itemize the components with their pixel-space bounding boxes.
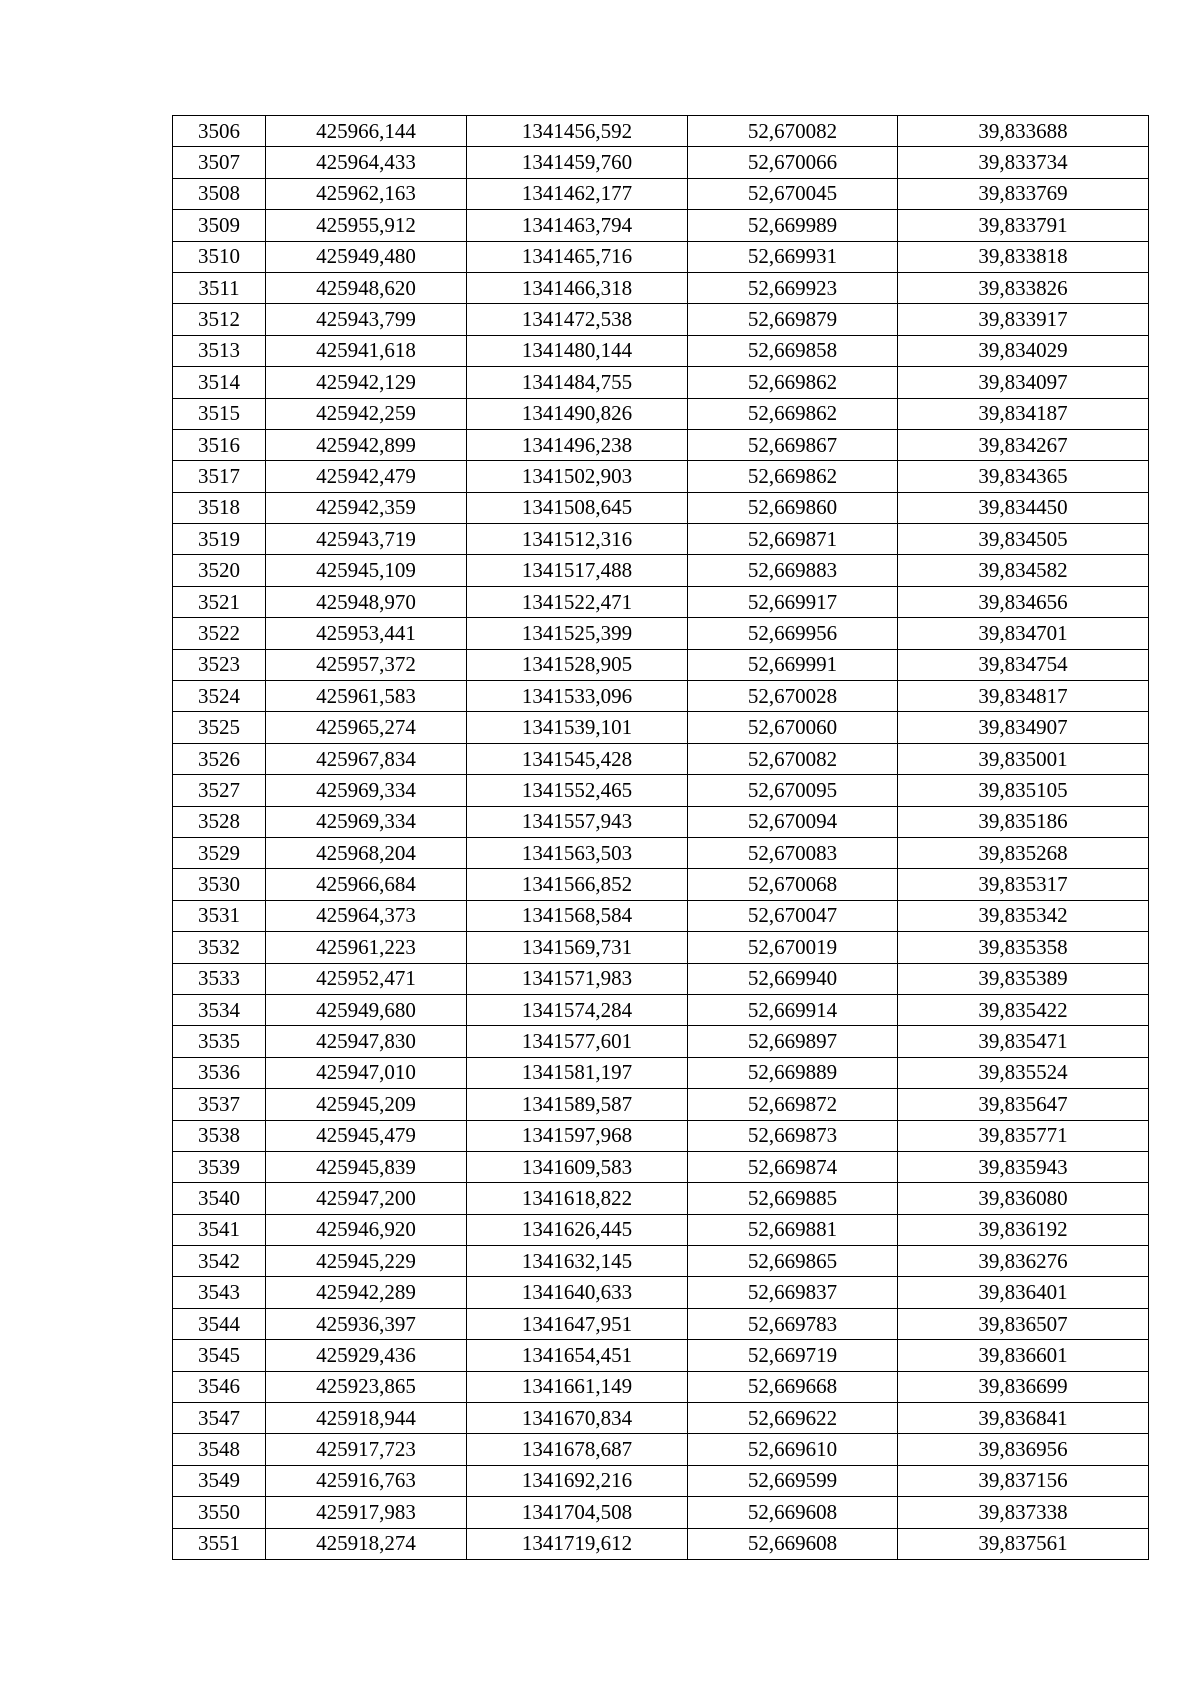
x-coordinate-cell: 425916,763 — [266, 1465, 467, 1496]
latitude-cell: 52,669879 — [688, 304, 898, 335]
point-number-cell: 3536 — [173, 1057, 266, 1088]
longitude-cell: 39,835268 — [898, 837, 1149, 868]
longitude-cell: 39,835943 — [898, 1151, 1149, 1182]
x-coordinate-cell: 425945,229 — [266, 1246, 467, 1277]
latitude-cell: 52,670047 — [688, 900, 898, 931]
x-coordinate-cell: 425961,583 — [266, 681, 467, 712]
longitude-cell: 39,833734 — [898, 147, 1149, 178]
longitude-cell: 39,833917 — [898, 304, 1149, 335]
x-coordinate-cell: 425952,471 — [266, 963, 467, 994]
point-number-cell: 3517 — [173, 461, 266, 492]
longitude-cell: 39,836841 — [898, 1403, 1149, 1434]
x-coordinate-cell: 425918,274 — [266, 1528, 467, 1559]
latitude-cell: 52,669931 — [688, 241, 898, 272]
latitude-cell: 52,669940 — [688, 963, 898, 994]
x-coordinate-cell: 425964,373 — [266, 900, 467, 931]
latitude-cell: 52,669837 — [688, 1277, 898, 1308]
point-number-cell: 3512 — [173, 304, 266, 335]
latitude-cell: 52,669865 — [688, 1246, 898, 1277]
latitude-cell: 52,669668 — [688, 1371, 898, 1402]
table-row — [173, 524, 1149, 555]
longitude-cell: 39,834267 — [898, 429, 1149, 460]
longitude-cell: 39,834187 — [898, 398, 1149, 429]
table-row — [173, 1340, 1149, 1371]
point-number-cell: 3540 — [173, 1183, 266, 1214]
table-row — [173, 1465, 1149, 1496]
longitude-cell: 39,836601 — [898, 1340, 1149, 1371]
longitude-cell: 39,834701 — [898, 618, 1149, 649]
point-number-cell: 3519 — [173, 524, 266, 555]
longitude-cell: 39,833688 — [898, 116, 1149, 147]
x-coordinate-cell: 425918,944 — [266, 1403, 467, 1434]
x-coordinate-cell: 425942,129 — [266, 367, 467, 398]
point-number-cell: 3526 — [173, 743, 266, 774]
table-row — [173, 178, 1149, 209]
table-row — [173, 837, 1149, 868]
latitude-cell: 52,670083 — [688, 837, 898, 868]
y-coordinate-cell: 1341654,451 — [467, 1340, 688, 1371]
longitude-cell: 39,834029 — [898, 335, 1149, 366]
latitude-cell: 52,669862 — [688, 461, 898, 492]
point-number-cell: 3550 — [173, 1497, 266, 1528]
latitude-cell: 52,669885 — [688, 1183, 898, 1214]
longitude-cell: 39,835342 — [898, 900, 1149, 931]
y-coordinate-cell: 1341618,822 — [467, 1183, 688, 1214]
latitude-cell: 52,670095 — [688, 775, 898, 806]
y-coordinate-cell: 1341563,503 — [467, 837, 688, 868]
table-row — [173, 963, 1149, 994]
latitude-cell: 52,669862 — [688, 398, 898, 429]
y-coordinate-cell: 1341525,399 — [467, 618, 688, 649]
longitude-cell: 39,834656 — [898, 586, 1149, 617]
point-number-cell: 3541 — [173, 1214, 266, 1245]
longitude-cell: 39,834582 — [898, 555, 1149, 586]
point-number-cell: 3527 — [173, 775, 266, 806]
table-row — [173, 775, 1149, 806]
x-coordinate-cell: 425966,684 — [266, 869, 467, 900]
latitude-cell: 52,669858 — [688, 335, 898, 366]
table-row — [173, 1277, 1149, 1308]
y-coordinate-cell: 1341569,731 — [467, 932, 688, 963]
latitude-cell: 52,669883 — [688, 555, 898, 586]
point-number-cell: 3546 — [173, 1371, 266, 1402]
longitude-cell: 39,835471 — [898, 1026, 1149, 1057]
longitude-cell: 39,835422 — [898, 994, 1149, 1025]
y-coordinate-cell: 1341571,983 — [467, 963, 688, 994]
table-row — [173, 272, 1149, 303]
latitude-cell: 52,669860 — [688, 492, 898, 523]
x-coordinate-cell: 425964,433 — [266, 147, 467, 178]
longitude-cell: 39,836956 — [898, 1434, 1149, 1465]
latitude-cell: 52,669874 — [688, 1151, 898, 1182]
y-coordinate-cell: 1341465,716 — [467, 241, 688, 272]
latitude-cell: 52,669867 — [688, 429, 898, 460]
x-coordinate-cell: 425945,839 — [266, 1151, 467, 1182]
longitude-cell: 39,836507 — [898, 1308, 1149, 1339]
x-coordinate-cell: 425942,479 — [266, 461, 467, 492]
longitude-cell: 39,835389 — [898, 963, 1149, 994]
table-row — [173, 1089, 1149, 1120]
y-coordinate-cell: 1341462,177 — [467, 178, 688, 209]
longitude-cell: 39,836401 — [898, 1277, 1149, 1308]
longitude-cell: 39,835105 — [898, 775, 1149, 806]
longitude-cell: 39,837338 — [898, 1497, 1149, 1528]
x-coordinate-cell: 425947,830 — [266, 1026, 467, 1057]
longitude-cell: 39,833826 — [898, 272, 1149, 303]
latitude-cell: 52,670066 — [688, 147, 898, 178]
x-coordinate-cell: 425936,397 — [266, 1308, 467, 1339]
point-number-cell: 3513 — [173, 335, 266, 366]
y-coordinate-cell: 1341626,445 — [467, 1214, 688, 1245]
point-number-cell: 3535 — [173, 1026, 266, 1057]
longitude-cell: 39,835186 — [898, 806, 1149, 837]
table-row — [173, 335, 1149, 366]
point-number-cell: 3538 — [173, 1120, 266, 1151]
latitude-cell: 52,669610 — [688, 1434, 898, 1465]
x-coordinate-cell: 425942,899 — [266, 429, 467, 460]
table-row — [173, 304, 1149, 335]
y-coordinate-cell: 1341647,951 — [467, 1308, 688, 1339]
x-coordinate-cell: 425965,274 — [266, 712, 467, 743]
table-row — [173, 1057, 1149, 1088]
longitude-cell: 39,836080 — [898, 1183, 1149, 1214]
point-number-cell: 3524 — [173, 681, 266, 712]
point-number-cell: 3529 — [173, 837, 266, 868]
x-coordinate-cell: 425969,334 — [266, 775, 467, 806]
latitude-cell: 52,669923 — [688, 272, 898, 303]
table-row — [173, 1371, 1149, 1402]
longitude-cell: 39,833769 — [898, 178, 1149, 209]
latitude-cell: 52,669897 — [688, 1026, 898, 1057]
latitude-cell: 52,669599 — [688, 1465, 898, 1496]
latitude-cell: 52,669871 — [688, 524, 898, 555]
x-coordinate-cell: 425942,259 — [266, 398, 467, 429]
longitude-cell: 39,836192 — [898, 1214, 1149, 1245]
x-coordinate-cell: 425942,289 — [266, 1277, 467, 1308]
table-row — [173, 555, 1149, 586]
point-number-cell: 3506 — [173, 116, 266, 147]
y-coordinate-cell: 1341517,488 — [467, 555, 688, 586]
table-row — [173, 1308, 1149, 1339]
latitude-cell: 52,670060 — [688, 712, 898, 743]
latitude-cell: 52,670045 — [688, 178, 898, 209]
x-coordinate-cell: 425917,983 — [266, 1497, 467, 1528]
latitude-cell: 52,669872 — [688, 1089, 898, 1120]
y-coordinate-cell: 1341528,905 — [467, 649, 688, 680]
y-coordinate-cell: 1341508,645 — [467, 492, 688, 523]
point-number-cell: 3514 — [173, 367, 266, 398]
table-row — [173, 147, 1149, 178]
x-coordinate-cell: 425923,865 — [266, 1371, 467, 1402]
table-row — [173, 1403, 1149, 1434]
point-number-cell: 3520 — [173, 555, 266, 586]
coordinates-table-body — [173, 116, 1149, 1560]
x-coordinate-cell: 425945,109 — [266, 555, 467, 586]
table-row — [173, 1528, 1149, 1559]
y-coordinate-cell: 1341692,216 — [467, 1465, 688, 1496]
table-row — [173, 1026, 1149, 1057]
table-row — [173, 712, 1149, 743]
point-number-cell: 3525 — [173, 712, 266, 743]
table-row — [173, 618, 1149, 649]
table-row — [173, 1214, 1149, 1245]
point-number-cell: 3549 — [173, 1465, 266, 1496]
latitude-cell: 52,670082 — [688, 116, 898, 147]
table-row — [173, 869, 1149, 900]
table-row — [173, 398, 1149, 429]
table-row — [173, 1151, 1149, 1182]
y-coordinate-cell: 1341632,145 — [467, 1246, 688, 1277]
longitude-cell: 39,835524 — [898, 1057, 1149, 1088]
table-row — [173, 743, 1149, 774]
y-coordinate-cell: 1341545,428 — [467, 743, 688, 774]
point-number-cell: 3530 — [173, 869, 266, 900]
y-coordinate-cell: 1341533,096 — [467, 681, 688, 712]
point-number-cell: 3528 — [173, 806, 266, 837]
y-coordinate-cell: 1341496,238 — [467, 429, 688, 460]
table-row — [173, 367, 1149, 398]
x-coordinate-cell: 425949,680 — [266, 994, 467, 1025]
point-number-cell: 3539 — [173, 1151, 266, 1182]
x-coordinate-cell: 425946,920 — [266, 1214, 467, 1245]
coordinates-table — [172, 115, 1149, 1560]
y-coordinate-cell: 1341512,316 — [467, 524, 688, 555]
y-coordinate-cell: 1341566,852 — [467, 869, 688, 900]
latitude-cell: 52,670028 — [688, 681, 898, 712]
point-number-cell: 3521 — [173, 586, 266, 617]
point-number-cell: 3510 — [173, 241, 266, 272]
table-row — [173, 681, 1149, 712]
latitude-cell: 52,669991 — [688, 649, 898, 680]
point-number-cell: 3544 — [173, 1308, 266, 1339]
y-coordinate-cell: 1341577,601 — [467, 1026, 688, 1057]
point-number-cell: 3545 — [173, 1340, 266, 1371]
table-row — [173, 116, 1149, 147]
latitude-cell: 52,669608 — [688, 1497, 898, 1528]
point-number-cell: 3532 — [173, 932, 266, 963]
point-number-cell: 3523 — [173, 649, 266, 680]
table-row — [173, 241, 1149, 272]
point-number-cell: 3516 — [173, 429, 266, 460]
x-coordinate-cell: 425943,719 — [266, 524, 467, 555]
y-coordinate-cell: 1341704,508 — [467, 1497, 688, 1528]
point-number-cell: 3534 — [173, 994, 266, 1025]
y-coordinate-cell: 1341670,834 — [467, 1403, 688, 1434]
latitude-cell: 52,669956 — [688, 618, 898, 649]
x-coordinate-cell: 425947,010 — [266, 1057, 467, 1088]
x-coordinate-cell: 425957,372 — [266, 649, 467, 680]
point-number-cell: 3548 — [173, 1434, 266, 1465]
x-coordinate-cell: 425945,209 — [266, 1089, 467, 1120]
y-coordinate-cell: 1341597,968 — [467, 1120, 688, 1151]
point-number-cell: 3522 — [173, 618, 266, 649]
x-coordinate-cell: 425942,359 — [266, 492, 467, 523]
y-coordinate-cell: 1341589,587 — [467, 1089, 688, 1120]
x-coordinate-cell: 425943,799 — [266, 304, 467, 335]
table-row — [173, 1120, 1149, 1151]
latitude-cell: 52,669862 — [688, 367, 898, 398]
x-coordinate-cell: 425948,620 — [266, 272, 467, 303]
longitude-cell: 39,834754 — [898, 649, 1149, 680]
x-coordinate-cell: 425948,970 — [266, 586, 467, 617]
latitude-cell: 52,669989 — [688, 210, 898, 241]
longitude-cell: 39,835358 — [898, 932, 1149, 963]
point-number-cell: 3542 — [173, 1246, 266, 1277]
point-number-cell: 3515 — [173, 398, 266, 429]
longitude-cell: 39,834505 — [898, 524, 1149, 555]
table-row — [173, 649, 1149, 680]
table-row — [173, 1183, 1149, 1214]
point-number-cell: 3551 — [173, 1528, 266, 1559]
longitude-cell: 39,834365 — [898, 461, 1149, 492]
table-row — [173, 461, 1149, 492]
latitude-cell: 52,670094 — [688, 806, 898, 837]
longitude-cell: 39,835001 — [898, 743, 1149, 774]
table-row — [173, 1434, 1149, 1465]
latitude-cell: 52,669622 — [688, 1403, 898, 1434]
latitude-cell: 52,669881 — [688, 1214, 898, 1245]
longitude-cell: 39,834450 — [898, 492, 1149, 523]
y-coordinate-cell: 1341719,612 — [467, 1528, 688, 1559]
point-number-cell: 3543 — [173, 1277, 266, 1308]
latitude-cell: 52,670019 — [688, 932, 898, 963]
point-number-cell: 3531 — [173, 900, 266, 931]
y-coordinate-cell: 1341480,144 — [467, 335, 688, 366]
y-coordinate-cell: 1341459,760 — [467, 147, 688, 178]
x-coordinate-cell: 425929,436 — [266, 1340, 467, 1371]
x-coordinate-cell: 425968,204 — [266, 837, 467, 868]
x-coordinate-cell: 425955,912 — [266, 210, 467, 241]
x-coordinate-cell: 425953,441 — [266, 618, 467, 649]
point-number-cell: 3537 — [173, 1089, 266, 1120]
x-coordinate-cell: 425961,223 — [266, 932, 467, 963]
y-coordinate-cell: 1341463,794 — [467, 210, 688, 241]
y-coordinate-cell: 1341640,633 — [467, 1277, 688, 1308]
x-coordinate-cell: 425945,479 — [266, 1120, 467, 1151]
y-coordinate-cell: 1341574,284 — [467, 994, 688, 1025]
longitude-cell: 39,834097 — [898, 367, 1149, 398]
y-coordinate-cell: 1341456,592 — [467, 116, 688, 147]
y-coordinate-cell: 1341568,584 — [467, 900, 688, 931]
longitude-cell: 39,837156 — [898, 1465, 1149, 1496]
longitude-cell: 39,833818 — [898, 241, 1149, 272]
latitude-cell: 52,669783 — [688, 1308, 898, 1339]
point-number-cell: 3518 — [173, 492, 266, 523]
latitude-cell: 52,669873 — [688, 1120, 898, 1151]
latitude-cell: 52,669917 — [688, 586, 898, 617]
y-coordinate-cell: 1341484,755 — [467, 367, 688, 398]
y-coordinate-cell: 1341522,471 — [467, 586, 688, 617]
longitude-cell: 39,836699 — [898, 1371, 1149, 1402]
point-number-cell: 3509 — [173, 210, 266, 241]
table-row — [173, 210, 1149, 241]
y-coordinate-cell: 1341557,943 — [467, 806, 688, 837]
y-coordinate-cell: 1341472,538 — [467, 304, 688, 335]
table-row — [173, 492, 1149, 523]
table-row — [173, 1497, 1149, 1528]
latitude-cell: 52,669608 — [688, 1528, 898, 1559]
longitude-cell: 39,835317 — [898, 869, 1149, 900]
x-coordinate-cell: 425941,618 — [266, 335, 467, 366]
y-coordinate-cell: 1341466,318 — [467, 272, 688, 303]
y-coordinate-cell: 1341552,465 — [467, 775, 688, 806]
longitude-cell: 39,834817 — [898, 681, 1149, 712]
longitude-cell: 39,835647 — [898, 1089, 1149, 1120]
x-coordinate-cell: 425962,163 — [266, 178, 467, 209]
latitude-cell: 52,669719 — [688, 1340, 898, 1371]
x-coordinate-cell: 425949,480 — [266, 241, 467, 272]
table-row — [173, 806, 1149, 837]
latitude-cell: 52,670068 — [688, 869, 898, 900]
y-coordinate-cell: 1341502,903 — [467, 461, 688, 492]
table-row — [173, 994, 1149, 1025]
longitude-cell: 39,833791 — [898, 210, 1149, 241]
y-coordinate-cell: 1341661,149 — [467, 1371, 688, 1402]
table-row — [173, 932, 1149, 963]
table-row — [173, 1246, 1149, 1277]
y-coordinate-cell: 1341490,826 — [467, 398, 688, 429]
x-coordinate-cell: 425969,334 — [266, 806, 467, 837]
x-coordinate-cell: 425966,144 — [266, 116, 467, 147]
longitude-cell: 39,834907 — [898, 712, 1149, 743]
y-coordinate-cell: 1341609,583 — [467, 1151, 688, 1182]
point-number-cell: 3533 — [173, 963, 266, 994]
point-number-cell: 3511 — [173, 272, 266, 303]
longitude-cell: 39,837561 — [898, 1528, 1149, 1559]
latitude-cell: 52,669889 — [688, 1057, 898, 1088]
x-coordinate-cell: 425967,834 — [266, 743, 467, 774]
longitude-cell: 39,836276 — [898, 1246, 1149, 1277]
point-number-cell: 3508 — [173, 178, 266, 209]
x-coordinate-cell: 425917,723 — [266, 1434, 467, 1465]
latitude-cell: 52,669914 — [688, 994, 898, 1025]
point-number-cell: 3547 — [173, 1403, 266, 1434]
table-row — [173, 900, 1149, 931]
latitude-cell: 52,670082 — [688, 743, 898, 774]
longitude-cell: 39,835771 — [898, 1120, 1149, 1151]
table-row — [173, 586, 1149, 617]
y-coordinate-cell: 1341678,687 — [467, 1434, 688, 1465]
x-coordinate-cell: 425947,200 — [266, 1183, 467, 1214]
table-row — [173, 429, 1149, 460]
y-coordinate-cell: 1341539,101 — [467, 712, 688, 743]
point-number-cell: 3507 — [173, 147, 266, 178]
y-coordinate-cell: 1341581,197 — [467, 1057, 688, 1088]
